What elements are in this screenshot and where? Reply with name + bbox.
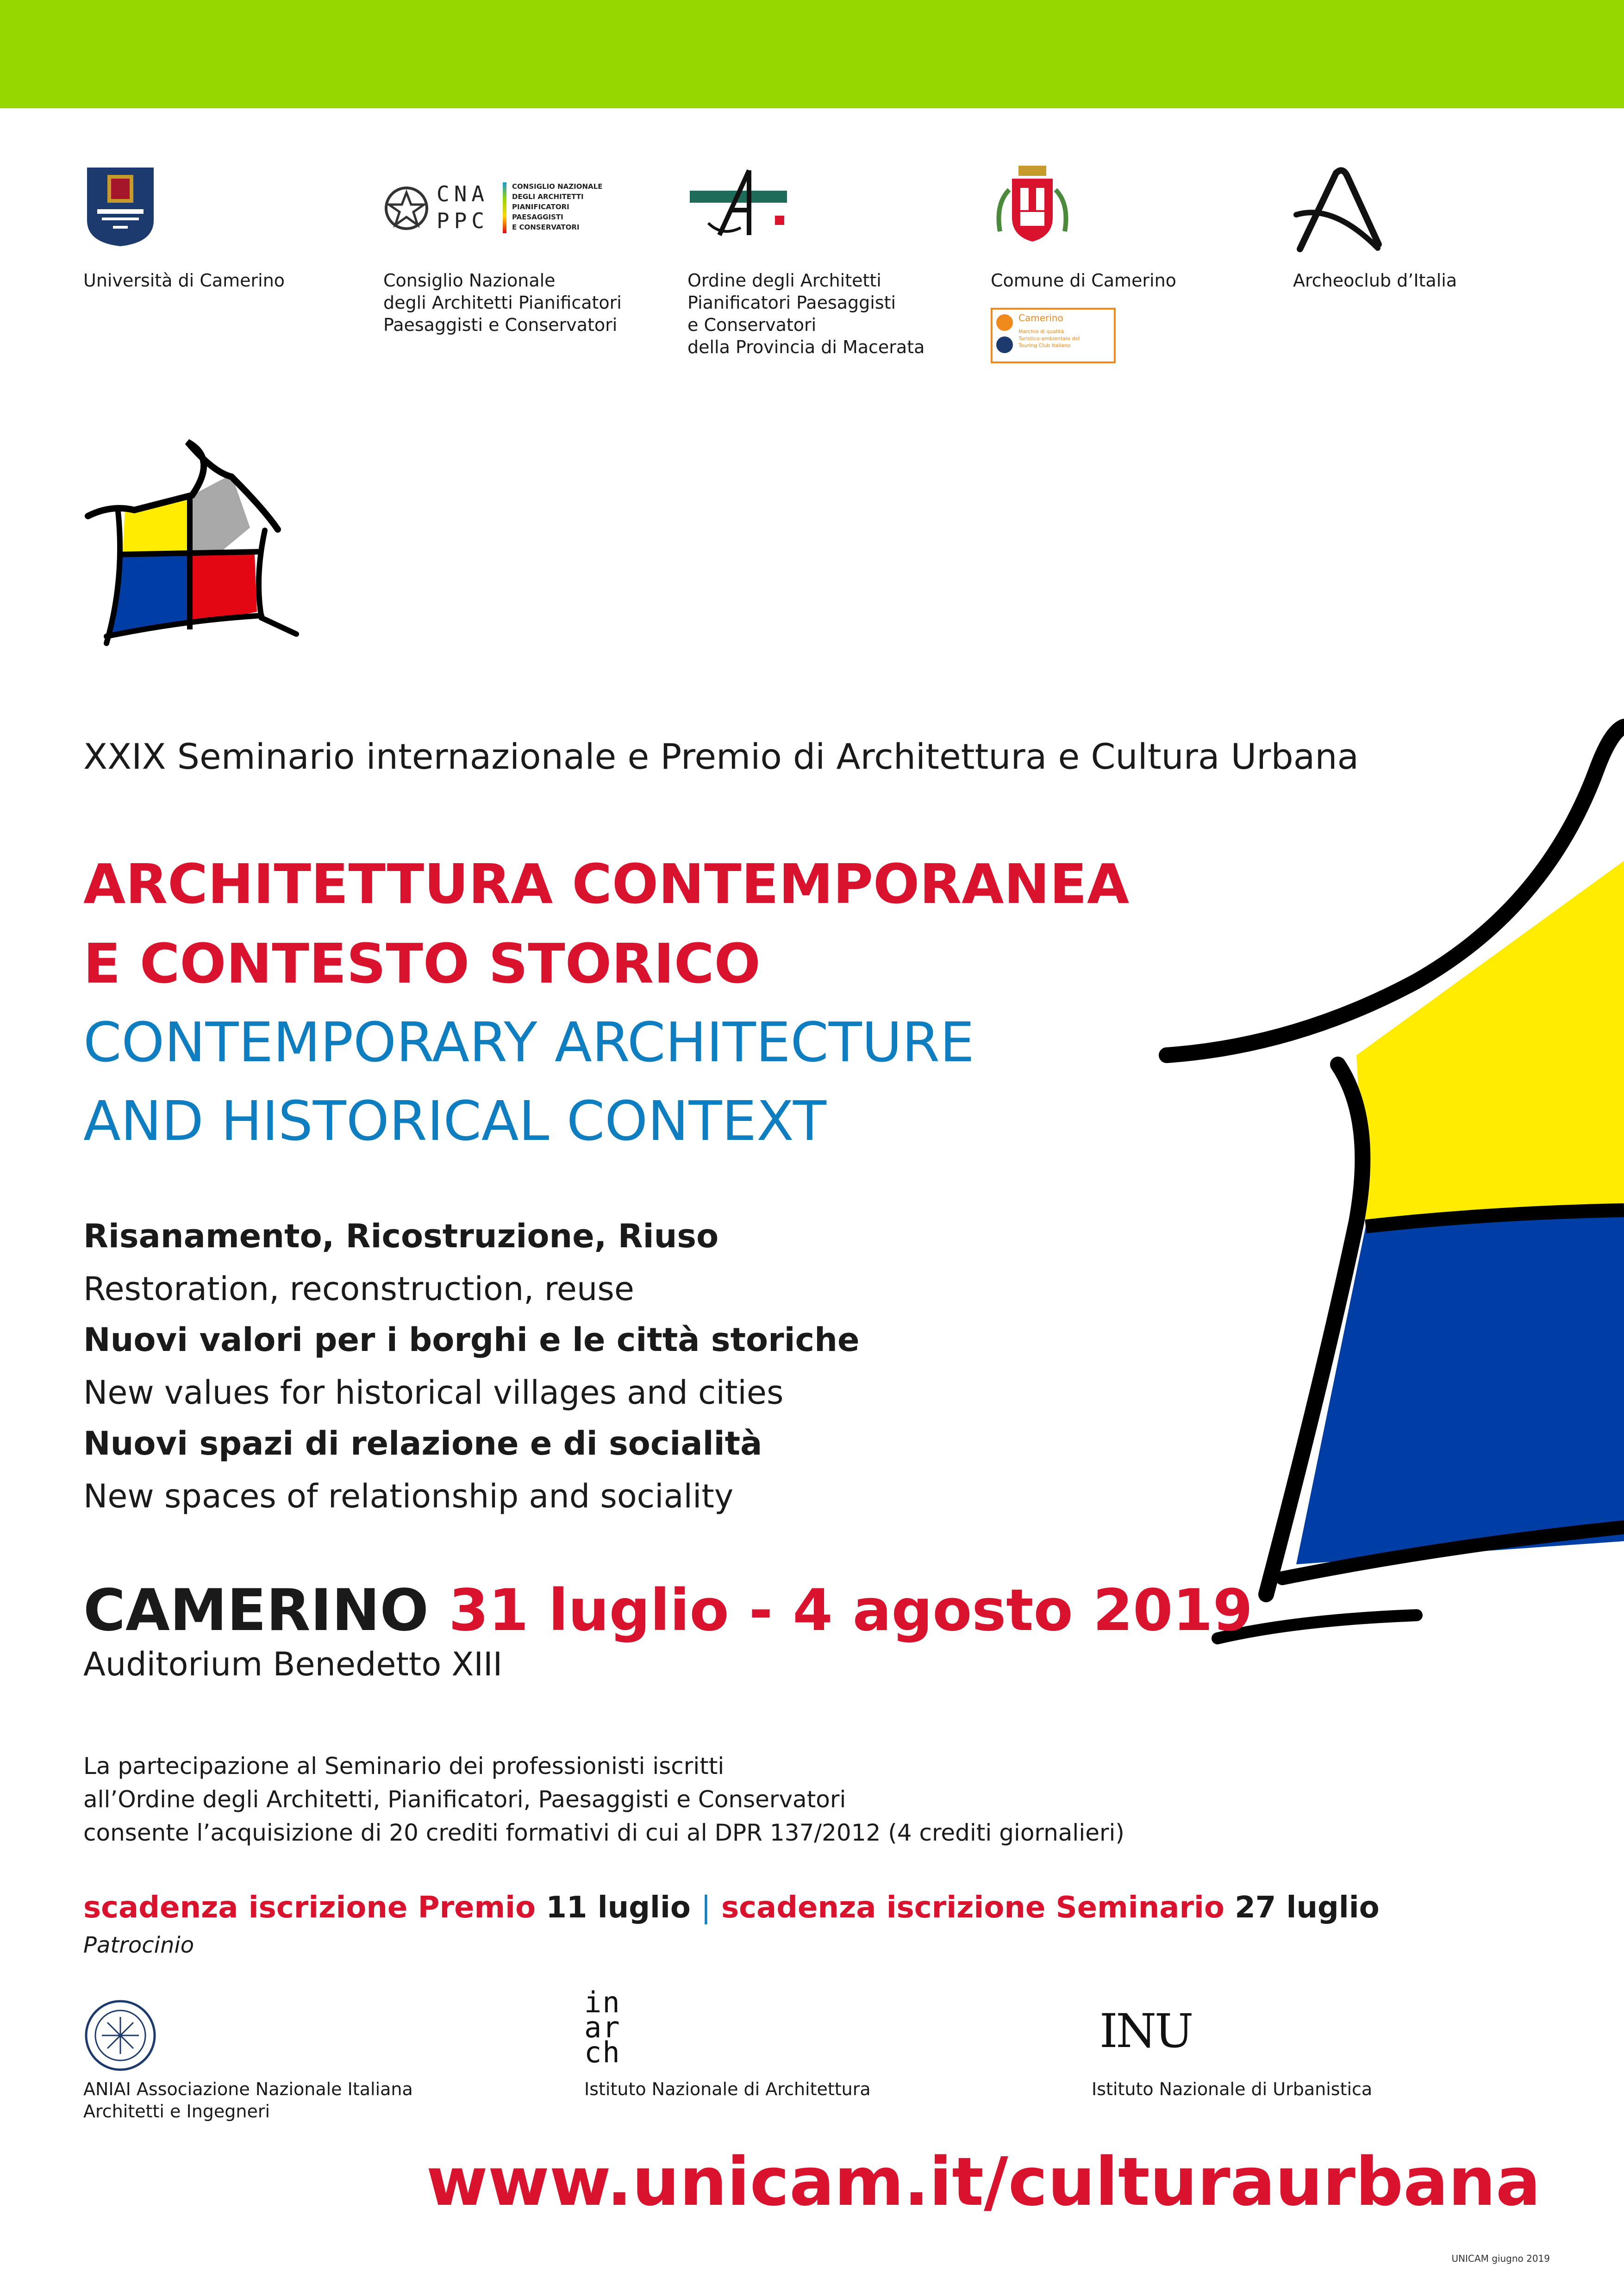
event-city: CAMERINO	[83, 1577, 429, 1644]
theme-1-english: Restoration, reconstruction, reuse	[83, 1270, 634, 1308]
footnote: UNICAM giugno 2019	[1451, 2253, 1550, 2264]
touring-club-icon	[996, 336, 1013, 353]
sponsor-name-comune: Comune di Camerino	[991, 270, 1176, 291]
patron-name-aniai: ANIAI Associazione Nazionale Italiana Architetti e Ingegneri	[83, 2079, 413, 2122]
ordine-architetti-logo-icon	[690, 168, 796, 239]
cnappc-small-text: CONSIGLIO NAZIONALE DEGLI ARCHITETTI PIANIFICATORI PAESAGGISTI E CONSERVATORI	[512, 182, 603, 231]
event-place-dates	[83, 1576, 1253, 1645]
seminario-deadline-date: 27 luglio	[1235, 1891, 1380, 1925]
registration-deadlines	[83, 1891, 1380, 1925]
sponsor-name-unicam: Università di Camerino	[83, 270, 285, 291]
inu-logo-icon: INU	[1099, 2004, 1192, 2058]
inarch-logo-text: in ar ch	[584, 1985, 621, 2069]
touring-badge-title: Camerino	[1018, 312, 1063, 324]
premio-deadline-label: scadenza iscrizione Premio	[83, 1891, 536, 1925]
inarch-logo-icon	[584, 1985, 658, 2073]
comune-coat-of-arms-icon	[991, 162, 1074, 252]
cnappc-logo-icon	[383, 180, 610, 241]
sponsor-name-cnappc: Consiglio Nazionale degli Architetti Pianificatori Paesaggisti e Conservatori	[383, 270, 622, 335]
sponsor-name-ordine: Ordine degli Architetti Pianificatori Paesaggisti e Conservatori della Provincia di Macerata	[687, 270, 925, 357]
seminar-subtitle: XXIX Seminario internazionale e Premio di Architettura e Cultura Urbana	[83, 736, 1359, 777]
event-dates: 31 luglio - 4 agosto 2019	[449, 1577, 1253, 1644]
premio-deadline-date: 11 luglio	[546, 1891, 691, 1925]
archeoclub-logo-icon	[1292, 167, 1384, 256]
credits-line-1: La partecipazione al Seminario dei professionisti iscritti	[83, 1753, 725, 1780]
cnappc-logo-text: CNA PPC	[437, 181, 489, 233]
cnappc-color-bar	[503, 182, 506, 233]
aniai-seal-icon	[83, 1998, 157, 2074]
seminario-deadline-label: scadenza iscrizione Seminario	[721, 1891, 1224, 1925]
touring-badge-text: Marchio di qualità Turistico-ambientale del Touring Club Italiano	[1018, 329, 1080, 348]
house-logo-large-icon	[1157, 713, 1624, 1686]
title-italian-line-2: E CONTESTO STORICO	[83, 932, 761, 996]
theme-3-english: New spaces of relationship and sociality	[83, 1477, 734, 1515]
theme-1-italian: Risanamento, Ricostruzione, Riuso	[83, 1217, 719, 1255]
unicam-crest-icon	[83, 165, 157, 250]
credits-paragraph	[83, 1749, 1124, 1849]
event-venue: Auditorium Benedetto XIII	[83, 1645, 503, 1683]
top-color-band	[0, 0, 1624, 108]
title-italian-line-1: ARCHITETTURA CONTEMPORANEA	[83, 852, 1130, 916]
touring-club-badge	[991, 308, 1116, 363]
house-logo-small-icon	[79, 430, 310, 673]
theme-2-english: New values for historical villages and cities	[83, 1374, 784, 1412]
deadline-separator: |	[701, 1891, 711, 1925]
credits-line-3: consente l’acquisizione di 20 crediti formativi di cui al DPR 137/2012 (4 crediti giornalieri)	[83, 1819, 1124, 1846]
theme-3-italian: Nuovi spazi di relazione e di socialità	[83, 1425, 762, 1462]
patron-name-inu: Istituto Nazionale di Urbanistica	[1092, 2079, 1373, 2099]
touring-badge-icon	[996, 314, 1013, 331]
title-english-line-1: CONTEMPORARY ARCHITECTURE	[83, 1010, 974, 1074]
website-link[interactable]: www.unicam.it/culturaurbana	[426, 2143, 1541, 2221]
title-english-line-2: AND HISTORICAL CONTEXT	[83, 1089, 826, 1153]
sponsor-name-archeoclub: Archeoclub d’Italia	[1293, 270, 1457, 291]
theme-2-italian: Nuovi valori per i borghi e le città storiche	[83, 1321, 860, 1359]
patronage-label: Patrocinio	[83, 1932, 194, 1958]
patron-name-inarch: Istituto Nazionale di Architettura	[584, 2079, 871, 2099]
credits-line-2: all’Ordine degli Architetti, Pianificatori, Paesaggisti e Conservatori	[83, 1786, 846, 1813]
